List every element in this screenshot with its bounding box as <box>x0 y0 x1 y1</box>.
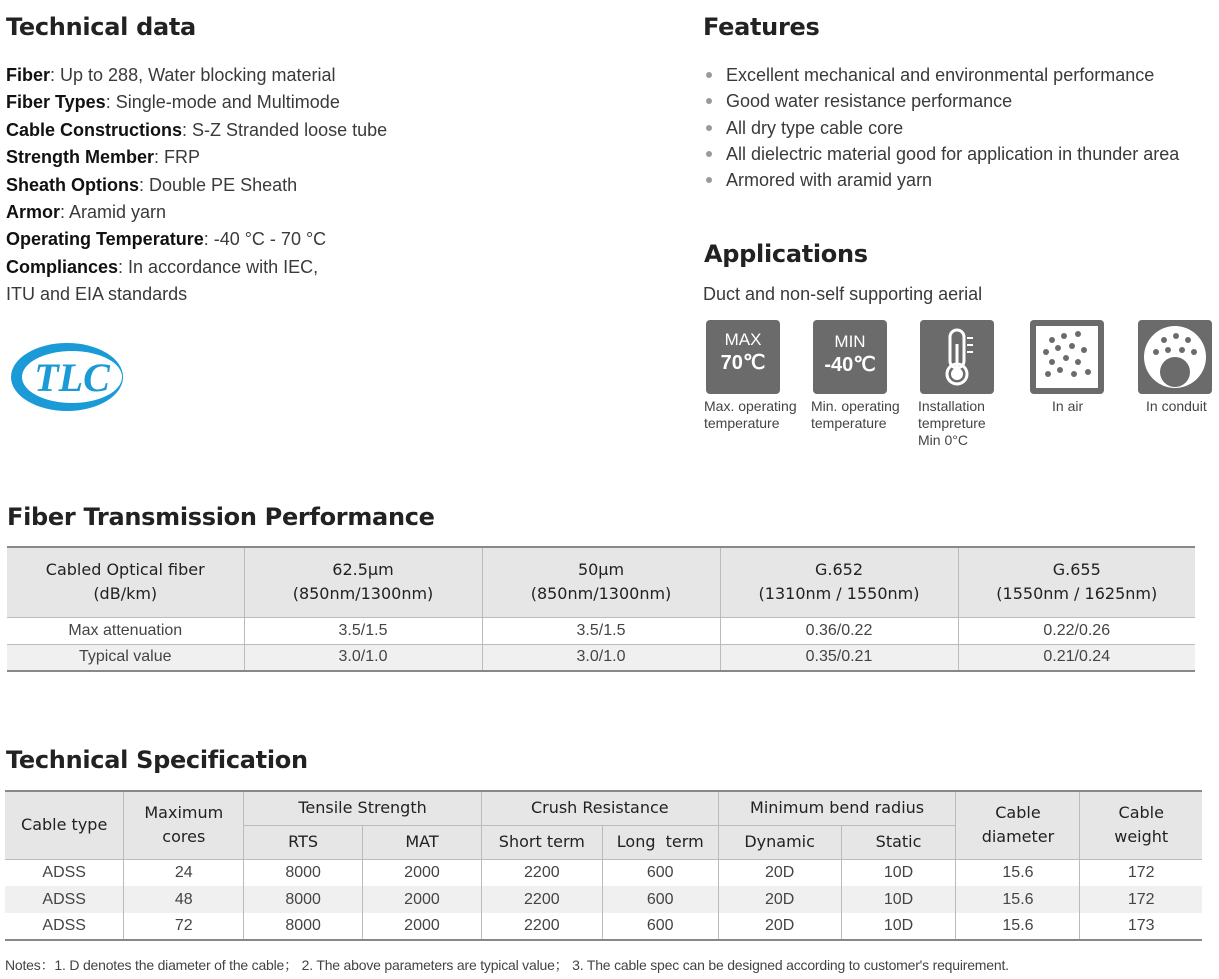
table-cell: 10D <box>841 913 956 940</box>
feature-item: All dry type cable core <box>706 115 1179 141</box>
table-cell: 0.35/0.21 <box>720 644 958 671</box>
table-header <box>482 547 720 617</box>
header-max-cores: Maximum cores <box>124 791 244 859</box>
table-cell: 24 <box>124 859 244 886</box>
tech-row: Armor: Aramid yarn <box>6 202 167 223</box>
header-text: 62.5μm <box>332 560 394 580</box>
tech-row: Cable Constructions: S-Z Stranded loose tube <box>6 119 388 140</box>
header-text: (850nm/1300nm) <box>292 584 434 604</box>
installation-temp-label: Installation tempreture Min 0°C <box>918 398 986 448</box>
in-air-icon <box>1030 320 1104 394</box>
header-long-term: Long term <box>602 825 718 859</box>
table-cell: 2000 <box>363 913 482 940</box>
table-cell: Typical value <box>7 644 244 671</box>
in-conduit-label: In conduit <box>1146 398 1207 414</box>
header-text: (dB/km) <box>93 584 158 604</box>
fiber-performance-table <box>7 546 1195 672</box>
features-title: Features <box>703 13 820 41</box>
technical-data-title: Technical data <box>6 13 196 41</box>
header-text: G.655 <box>1052 560 1101 580</box>
header-dynamic: Dynamic <box>718 825 841 859</box>
table-cell: 2000 <box>363 859 482 886</box>
table-header <box>720 547 958 617</box>
table-cell: 20D <box>718 859 841 886</box>
technical-spec-title: Technical Specification <box>6 746 308 774</box>
table-row <box>5 913 1202 940</box>
feature-item: Good water resistance performance <box>706 88 1179 114</box>
table-cell: 15.6 <box>956 913 1080 940</box>
table-cell: 20D <box>718 913 841 940</box>
header-rts: RTS <box>244 825 363 859</box>
tlc-logo <box>8 340 126 414</box>
header-short-term: Short term <box>481 825 602 859</box>
header-mat: MAT <box>363 825 482 859</box>
table-cell: 3.5/1.5 <box>482 617 720 644</box>
table-cell: 600 <box>602 859 718 886</box>
table-cell: 3.0/1.0 <box>482 644 720 671</box>
table-cell: 172 <box>1127 863 1155 881</box>
tech-row: Operating Temperature: -40 °C - 70 °C <box>6 229 327 250</box>
table-row <box>7 644 1195 671</box>
applications-title: Applications <box>704 240 868 268</box>
min-temp-icon: MIN -40℃ <box>813 320 887 394</box>
table-cell: 0.21/0.24 <box>958 644 1195 671</box>
table-row <box>5 859 1202 886</box>
table-header <box>958 547 1195 617</box>
thermometer-icon <box>920 320 994 394</box>
table-cell: Max attenuation <box>7 617 244 644</box>
table-cell: 2200 <box>481 886 602 913</box>
tech-row: Compliances: In accordance with IEC, <box>6 256 319 277</box>
table-cell: ADSS <box>5 859 124 886</box>
table-cell: 2200 <box>481 913 602 940</box>
table-cell: 173 <box>1127 917 1155 934</box>
table-cell: 15.6 <box>956 859 1080 886</box>
table-cell: 2000 <box>363 886 482 913</box>
applications-text: Duct and non-self supporting aerial <box>703 284 983 304</box>
tech-row: Strength Member: FRP <box>6 147 201 168</box>
tech-row: Fiber: Up to 288, Water blocking material <box>6 65 336 85</box>
header-text: G.652 <box>814 560 864 580</box>
table-cell: 8000 <box>244 886 363 913</box>
table-cell: ADSS <box>5 913 124 940</box>
in-conduit-icon <box>1138 320 1212 394</box>
header-text: 50μm <box>577 560 625 580</box>
header-static: Static <box>841 825 956 859</box>
technical-spec-table <box>5 790 1202 941</box>
table-cell: 172 <box>1080 886 1202 913</box>
table-cell: 15.6 <box>956 886 1080 913</box>
header-text: Cabled Optical fiber <box>45 560 205 580</box>
table-cell: 8000 <box>244 913 363 940</box>
notes: Notes：1. D denotes the diameter of the cable； 2. The above parameters are typical value； 3. The cable spec can be designed according to customer's requirement. <box>5 957 1009 973</box>
header-weight: Cable weight <box>1080 791 1202 859</box>
fiber-performance-title: Fiber Transmission Performance <box>7 503 435 531</box>
table-row <box>7 617 1195 644</box>
header-text: (1310nm / 1550nm) <box>758 584 920 604</box>
features-list <box>706 62 1179 193</box>
header-crush: Crush Resistance <box>481 791 718 825</box>
table-cell: 3.0/1.0 <box>244 644 482 671</box>
logo-text: TLC <box>34 355 110 400</box>
table-header <box>7 547 244 617</box>
tech-row-continuation: ITU and EIA standards <box>6 284 188 305</box>
table-header <box>244 547 482 617</box>
table-cell: 3.5/1.5 <box>244 617 482 644</box>
table-cell: 2200 <box>481 859 602 886</box>
max-temp-icon: MAX 70℃ <box>706 320 780 394</box>
table-cell: 600 <box>602 913 718 940</box>
in-air-label: In air <box>1052 398 1084 414</box>
header-text: (850nm/1300nm) <box>530 584 672 604</box>
header-tensile: Tensile Strength <box>244 791 482 825</box>
table-cell: 0.22/0.26 <box>958 617 1195 644</box>
table-cell: 10D <box>841 859 956 886</box>
technical-data-list <box>6 62 387 309</box>
table-cell: 0.36/0.22 <box>720 617 958 644</box>
table-row <box>5 886 1202 913</box>
tech-row: Fiber Types: Single-mode and Multimode <box>6 92 340 113</box>
header-bend: Minimum bend radius <box>718 791 956 825</box>
min-temp-label: Min. operating temperature <box>811 398 900 431</box>
tech-row: Sheath Options: Double PE Sheath <box>6 174 298 195</box>
table-cell: ADSS <box>5 886 124 913</box>
table-cell: 10D <box>841 886 956 913</box>
header-cable-type: Cable type <box>5 791 124 859</box>
feature-item: Armored with aramid yarn <box>706 167 1179 193</box>
table-cell: 8000 <box>244 859 363 886</box>
header-text: (1550nm / 1625nm) <box>996 584 1158 604</box>
feature-item: All dielectric material good for application in thunder area <box>706 141 1179 167</box>
table-cell: 600 <box>602 886 718 913</box>
header-diameter: Cable diameter <box>956 791 1080 859</box>
max-temp-label: Max. operating temperature <box>704 398 797 431</box>
table-cell: 20D <box>718 886 841 913</box>
table-cell: 72 <box>124 913 244 940</box>
feature-item: Excellent mechanical and environmental performance <box>706 62 1179 88</box>
table-cell: 48 <box>124 886 244 913</box>
